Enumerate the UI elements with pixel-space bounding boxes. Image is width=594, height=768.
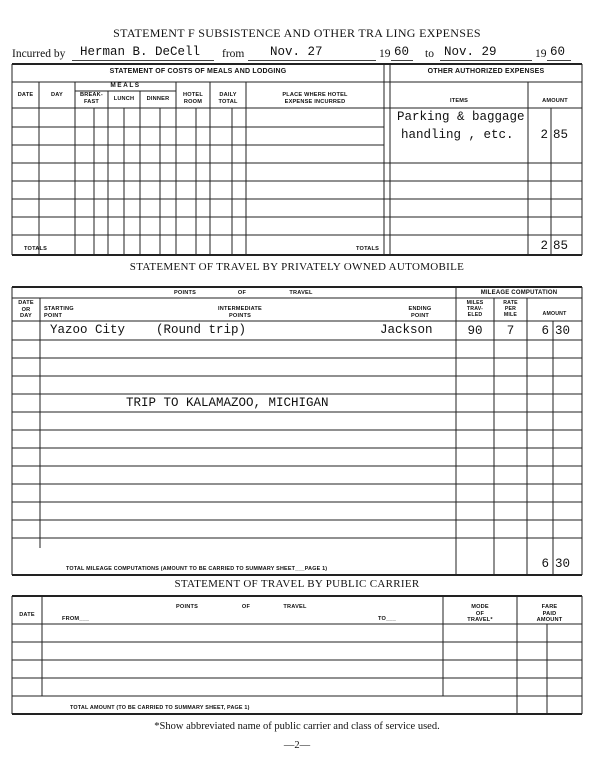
carrier-from-label: FROM___: [62, 616, 90, 622]
carrier-col-fare-line-3: AMOUNT: [536, 617, 563, 623]
auto-col-amount: AMOUNT: [542, 311, 567, 317]
auto-col-ending-point: [400, 306, 440, 319]
auto-col-miles-line-3: ELED: [467, 312, 483, 318]
auto-travel-title: STATEMENT OF TRAVEL BY PRIVATELY OWNED AUTOMOBILE: [129, 261, 465, 273]
carrier-col-fare: [517, 604, 582, 624]
carrier-col-fare-line-2: PAID: [542, 610, 557, 617]
auto-col-start-line-2: POINT: [44, 312, 63, 319]
auto-col-rate-line-3: MILE: [503, 312, 518, 318]
to-label: to: [425, 48, 434, 60]
to-date-value: Nov. 29: [444, 45, 497, 59]
auto-col-rate: [494, 300, 527, 318]
other-total-cents: 85: [553, 239, 569, 253]
auto-trip-note: TRIP TO KALAMAZOO, MICHIGAN: [126, 396, 329, 410]
col-header-place-line-1: PLACE WHERE HOTEL: [282, 92, 348, 98]
auto-row-starting-point: Yazoo City: [50, 323, 126, 337]
footer-note: *Show abbreviated name of public carrier and class of service used.: [154, 721, 440, 732]
carrier-col-mode: [443, 604, 517, 624]
other-item-dollars: 2: [540, 128, 548, 142]
auto-of-label: OF: [237, 290, 247, 296]
place-totals-label: TOTALS: [356, 246, 380, 252]
auto-col-intermediate-points: [200, 306, 280, 319]
auto-col-rate-line-2: PER: [504, 306, 517, 312]
col-header-breakfast: [75, 92, 108, 105]
auto-col-rate-line-1: RATE: [503, 300, 518, 306]
carrier-col-mode-line-1: MODE: [471, 604, 489, 610]
other-item-line-1: Parking & baggage: [397, 110, 525, 124]
auto-col-date-line-1: DATE: [18, 300, 34, 306]
carrier-travel-label: TRAVEL: [283, 604, 307, 610]
auto-row-rate: 7: [506, 324, 515, 338]
other-expenses-title: OTHER AUTHORIZED EXPENSES: [427, 68, 545, 75]
col-header-place-line-2: EXPENSE INCURRED: [284, 98, 346, 105]
col-header-daily-line-1: DAILY: [219, 92, 237, 98]
form-title-part-2: F SUBSISTENCE AND OTHER TRA: [188, 26, 383, 40]
auto-col-date-line-3: DAY: [20, 313, 32, 319]
col-header-breakfast-line-1: BREAK-: [80, 92, 103, 98]
to-year-value: 60: [550, 45, 566, 59]
form-title-part-1: STATEMENT: [113, 26, 185, 40]
to-year-prefix: 19: [535, 48, 547, 60]
col-header-day: DAY: [51, 92, 63, 98]
auto-travel-label: TRAVEL: [289, 290, 313, 296]
auto-points-label: POINTS: [173, 290, 197, 296]
auto-col-miles: [456, 300, 494, 318]
carrier-to-label: TO___: [378, 616, 396, 622]
mileage-computation-header: MILEAGE COMPUTATION: [480, 290, 558, 296]
carrier-points-label: POINTS: [175, 604, 199, 610]
other-total-dollars: 2: [540, 239, 548, 253]
col-header-date: DATE: [17, 92, 34, 98]
col-header-items: ITEMS: [449, 98, 469, 104]
col-header-daily-total: [210, 92, 246, 105]
public-carrier-title: STATEMENT OF TRAVEL BY PUBLIC CARRIER: [174, 578, 420, 590]
from-year-value: 60: [394, 45, 410, 59]
auto-col-starting-point: [44, 306, 84, 319]
incurred-by-value: Herman B. DeCell: [80, 45, 201, 59]
auto-row-miles: 90: [467, 324, 483, 338]
other-item-line-2: handling , etc.: [401, 128, 514, 142]
page-number: —2—: [283, 740, 311, 751]
col-header-hotel-room: [176, 92, 210, 105]
incurred-by-label: Incurred by: [12, 48, 66, 60]
col-header-lunch: LUNCH: [113, 96, 135, 102]
meals-lodging-title: STATEMENT OF COSTS OF MEALS AND LODGING: [109, 68, 287, 75]
from-date-value: Nov. 27: [270, 45, 323, 59]
col-header-hotel-line-2: ROOM: [183, 98, 203, 105]
auto-col-end-line-1: ENDING: [408, 306, 432, 312]
meals-group-header: MEALS: [110, 82, 141, 89]
auto-row-dollars: 6: [541, 324, 549, 338]
col-header-place: [246, 92, 384, 105]
carrier-col-fare-line-1: FARE: [541, 604, 558, 610]
auto-col-inter-line-1: INTERMEDIATE: [218, 306, 262, 312]
auto-row-ending-point: Jackson: [380, 323, 433, 337]
from-label: from: [222, 48, 245, 60]
carrier-col-mode-line-3: TRAVEL*: [467, 617, 493, 623]
col-header-hotel-line-1: HOTEL: [183, 92, 203, 98]
auto-col-miles-line-2: TRAV-: [466, 306, 484, 312]
col-header-breakfast-line-2: FAST: [83, 98, 100, 105]
auto-col-inter-line-2: POINTS: [228, 312, 252, 319]
meals-totals-label: TOTALS: [24, 246, 48, 252]
auto-total-dollars: 6: [541, 557, 549, 571]
carrier-col-date: DATE: [19, 612, 35, 618]
carrier-total-label: TOTAL AMOUNT (TO BE CARRIED TO SUMMARY SHEET, PAGE 1): [70, 705, 250, 711]
auto-col-date: [12, 300, 40, 320]
col-header-daily-line-2: TOTAL: [218, 98, 238, 105]
col-header-amount: AMOUNT: [542, 98, 568, 104]
other-item-cents: 85: [553, 128, 569, 142]
auto-row-cents: 30: [555, 324, 571, 338]
carrier-of-label: OF: [241, 604, 251, 610]
auto-col-date-line-2: OR: [21, 306, 31, 313]
carrier-col-mode-line-2: OF: [475, 610, 485, 617]
auto-row-intermediate: (Round trip): [156, 323, 247, 337]
auto-col-miles-line-1: MILES: [466, 300, 484, 306]
auto-col-start-line-1: STARTING: [44, 306, 74, 312]
col-header-dinner: DINNER: [146, 96, 170, 102]
form-title-part-3: LING EXPENSES: [385, 26, 481, 40]
auto-total-cents: 30: [555, 557, 571, 571]
auto-col-end-line-2: POINT: [410, 312, 430, 319]
from-year-prefix: 19: [379, 48, 391, 60]
auto-total-label: TOTAL MILEAGE COMPUTATIONS (AMOUNT TO BE CARRIED TO SUMMARY SHEET___PAGE 1): [66, 566, 328, 572]
